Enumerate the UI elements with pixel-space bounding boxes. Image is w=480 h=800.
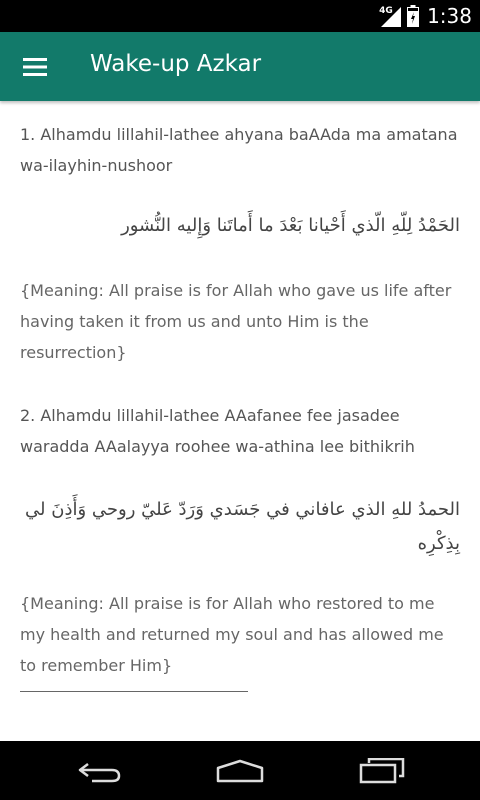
network-signal-icon — [379, 5, 401, 27]
zikr-2-arabic: الحمدُ للهِ الذي عافاني في جَسَدي وَرَدّ عَليّ روحي وَأَذِنَ لي بِذِكْرِه — [25, 499, 460, 554]
recents-icon — [359, 758, 405, 784]
home-icon — [215, 759, 265, 783]
status-clock: 1:38 — [427, 4, 472, 28]
zikr-2-meaning: {Meaning: All praise is for Allah who restored to me my health and returned my soul and has allowed me to remember Him} — [20, 594, 444, 675]
hamburger-menu-icon — [23, 58, 47, 76]
status-bar — [0, 0, 480, 32]
divider — [20, 691, 248, 692]
zikr-1-meaning: {Meaning: All praise is for Allah who gave us life after having taken it from us and unto Him is the resurrection} — [20, 281, 452, 362]
status-icons — [379, 0, 472, 32]
battery-icon — [407, 5, 419, 27]
back-button[interactable] — [70, 751, 130, 791]
zikr-1-arabic: الحَمْدُ لِلّهِ الّذي أَحْيانا بَعْدَ ما أَماتَنا وَإِليه النُّشور — [121, 215, 460, 236]
home-button[interactable] — [210, 751, 270, 791]
app-title: Wake-up Azkar — [90, 51, 262, 77]
app-bar — [0, 32, 480, 101]
menu-button[interactable] — [16, 48, 54, 86]
back-icon — [78, 759, 122, 783]
azkar-content[interactable] — [0, 101, 480, 741]
recents-button[interactable] — [352, 751, 412, 791]
zikr-2-transliteration: 2. Alhamdu lillahil-lathee AAafanee fee jasadee waradda AAalayya roohee wa-athina lee bithikrih — [20, 406, 415, 456]
network-type-label: 4G — [379, 6, 393, 16]
zikr-1-transliteration: 1. Alhamdu lillahil-lathee ahyana baAAda ma amatana wa-ilayhin-nushoor — [20, 125, 458, 175]
navigation-bar — [0, 741, 480, 800]
